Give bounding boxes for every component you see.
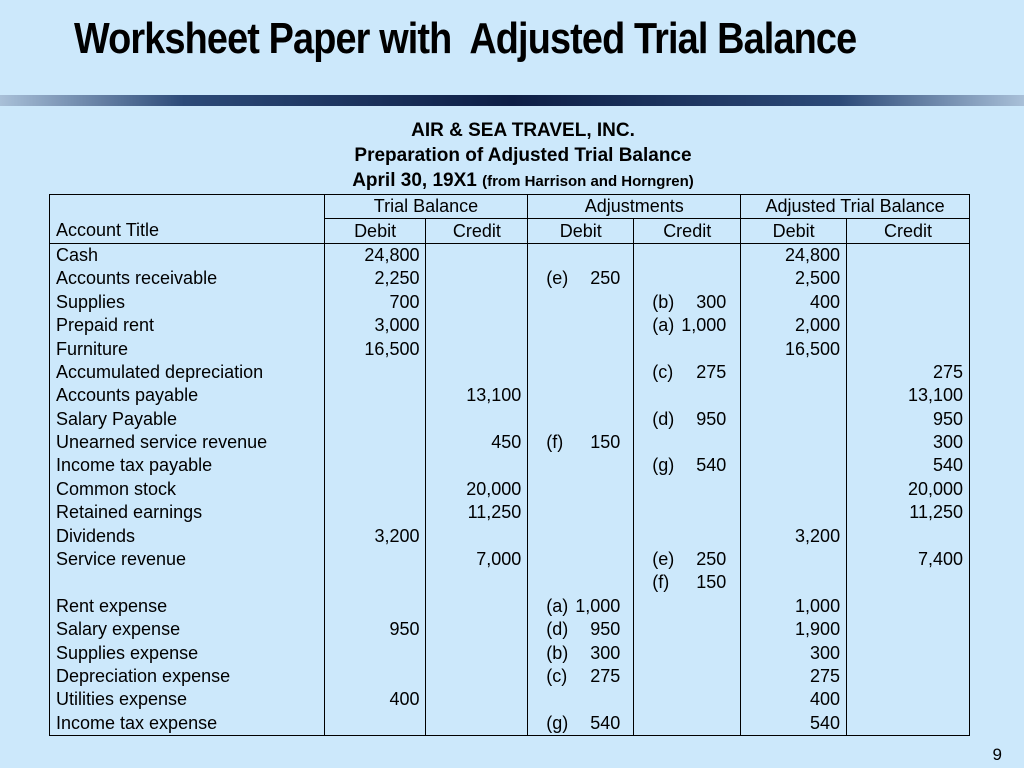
cell-adj-credit bbox=[634, 501, 741, 524]
cell-adj-debit bbox=[528, 524, 634, 547]
table-row bbox=[50, 267, 970, 290]
cell-account-title: Prepaid rent bbox=[50, 314, 325, 337]
adjustment-amount: 275 bbox=[696, 361, 727, 382]
cell-atb-debit: 275 bbox=[741, 665, 847, 688]
report-date-line bbox=[0, 170, 1024, 192]
adjustment-ref: (f) bbox=[546, 432, 564, 453]
adjustment-ref: (c) bbox=[546, 666, 568, 686]
adjustment-ref: (g) bbox=[652, 455, 675, 476]
cell-adj-debit bbox=[528, 337, 634, 360]
cell-atb-debit bbox=[741, 571, 847, 594]
adjustment-amount: 950 bbox=[590, 619, 621, 640]
cell-tb-credit bbox=[426, 314, 528, 337]
cell-atb-debit: 1,900 bbox=[741, 618, 847, 641]
cell-atb-debit bbox=[741, 384, 847, 407]
cell-tb-debit bbox=[324, 641, 426, 664]
table-row bbox=[50, 408, 970, 431]
cell-adj-credit bbox=[634, 548, 741, 571]
cell-adj-debit bbox=[528, 595, 634, 618]
cell-tb-credit bbox=[426, 641, 528, 664]
cell-atb-credit bbox=[847, 337, 970, 360]
cell-account-title: Common stock bbox=[50, 478, 325, 501]
cell-atb-credit: 300 bbox=[847, 431, 970, 454]
adjustment-ref: (g) bbox=[546, 712, 569, 733]
cell-tb-debit bbox=[324, 478, 426, 501]
cell-adj-debit bbox=[528, 291, 634, 314]
table-row bbox=[50, 524, 970, 547]
cell-tb-credit bbox=[426, 267, 528, 290]
cell-adj-debit bbox=[528, 454, 634, 477]
cell-atb-debit bbox=[741, 431, 847, 454]
cell-adj-debit bbox=[528, 641, 634, 664]
cell-adj-credit bbox=[634, 361, 741, 384]
table-row bbox=[50, 665, 970, 688]
cell-account-title: Unearned service revenue bbox=[50, 431, 325, 454]
column-header-row bbox=[50, 219, 970, 243]
table-row bbox=[50, 361, 970, 384]
cell-tb-debit bbox=[324, 712, 426, 736]
group-header-trial-balance: Trial Balance bbox=[324, 195, 528, 219]
table-row bbox=[50, 641, 970, 664]
column-header-account-title: Account Title bbox=[50, 219, 325, 243]
cell-atb-credit: 13,100 bbox=[847, 384, 970, 407]
cell-atb-credit bbox=[847, 595, 970, 618]
table-row bbox=[50, 548, 970, 571]
cell-atb-credit: 7,400 bbox=[847, 548, 970, 571]
company-name: AIR & SEA TRAVEL, INC. bbox=[411, 120, 635, 141]
table-row bbox=[50, 478, 970, 501]
adjustment-ref: (c) bbox=[652, 361, 674, 382]
column-header-adj-credit: Credit bbox=[634, 219, 741, 243]
cell-atb-debit: 540 bbox=[741, 712, 847, 736]
cell-adj-debit bbox=[528, 408, 634, 431]
adjustment-amount: 1,000 bbox=[681, 315, 727, 336]
table-row bbox=[50, 595, 970, 618]
adjustment-ref: (d) bbox=[652, 408, 675, 429]
cell-tb-credit bbox=[426, 688, 528, 711]
adjustment-amount: 250 bbox=[590, 268, 621, 289]
column-header-adj-debit: Debit bbox=[528, 219, 634, 243]
cell-adj-debit bbox=[528, 571, 634, 594]
cell-adj-credit bbox=[634, 454, 741, 477]
table-row bbox=[50, 454, 970, 477]
table-row bbox=[50, 618, 970, 641]
adjustment-amount: 950 bbox=[696, 408, 727, 429]
cell-atb-credit: 950 bbox=[847, 408, 970, 431]
cell-atb-debit: 3,200 bbox=[741, 524, 847, 547]
cell-atb-credit bbox=[847, 688, 970, 711]
column-header-atb-credit: Credit bbox=[847, 219, 970, 243]
cell-account-title: Supplies bbox=[50, 291, 325, 314]
cell-atb-credit bbox=[847, 243, 970, 267]
cell-adj-credit bbox=[634, 524, 741, 547]
cell-adj-credit bbox=[634, 618, 741, 641]
cell-account-title: Accounts payable bbox=[50, 384, 325, 407]
cell-adj-debit bbox=[528, 384, 634, 407]
cell-adj-credit bbox=[634, 665, 741, 688]
slide-title: Worksheet Paper with Adjusted Trial Balance bbox=[74, 14, 857, 63]
cell-atb-debit: 2,000 bbox=[741, 314, 847, 337]
table-row bbox=[50, 571, 970, 594]
adjustment-ref: (f) bbox=[652, 572, 670, 593]
cell-adj-credit bbox=[634, 267, 741, 290]
table-row bbox=[50, 688, 970, 711]
cell-atb-credit bbox=[847, 665, 970, 688]
report-date: April 30, 19X1 bbox=[352, 170, 477, 191]
table-body bbox=[50, 243, 970, 735]
cell-adj-credit bbox=[634, 478, 741, 501]
cell-account-title: Income tax payable bbox=[50, 454, 325, 477]
cell-tb-debit: 3,200 bbox=[324, 524, 426, 547]
cell-account-title: Service revenue bbox=[50, 548, 325, 571]
cell-tb-credit bbox=[426, 712, 528, 736]
adjustment-amount: 540 bbox=[696, 455, 727, 476]
cell-adj-credit bbox=[634, 243, 741, 267]
cell-atb-debit bbox=[741, 501, 847, 524]
cell-adj-credit bbox=[634, 337, 741, 360]
report-source: (from Harrison and Horngren) bbox=[482, 173, 694, 190]
adjustment-amount: 540 bbox=[590, 712, 621, 733]
cell-atb-credit: 11,250 bbox=[847, 501, 970, 524]
cell-atb-credit bbox=[847, 267, 970, 290]
cell-tb-debit bbox=[324, 595, 426, 618]
adjustment-ref: (a) bbox=[546, 595, 569, 616]
cell-atb-debit bbox=[741, 478, 847, 501]
cell-tb-credit bbox=[426, 243, 528, 267]
column-header-tb-credit: Credit bbox=[426, 219, 528, 243]
cell-tb-credit bbox=[426, 291, 528, 314]
cell-adj-credit bbox=[634, 408, 741, 431]
cell-atb-debit: 400 bbox=[741, 291, 847, 314]
cell-tb-credit bbox=[426, 524, 528, 547]
cell-tb-debit bbox=[324, 431, 426, 454]
cell-atb-credit bbox=[847, 618, 970, 641]
cell-adj-credit bbox=[634, 291, 741, 314]
cell-tb-debit bbox=[324, 571, 426, 594]
cell-adj-debit bbox=[528, 431, 634, 454]
table-row bbox=[50, 384, 970, 407]
cell-account-title: Accounts receivable bbox=[50, 267, 325, 290]
table-row bbox=[50, 291, 970, 314]
group-header-adjusted-trial-balance: Adjusted Trial Balance bbox=[741, 195, 970, 219]
cell-adj-credit bbox=[634, 712, 741, 736]
adjustment-ref: (e) bbox=[546, 268, 569, 289]
cell-atb-debit bbox=[741, 408, 847, 431]
cell-atb-debit: 16,500 bbox=[741, 337, 847, 360]
cell-atb-debit: 24,800 bbox=[741, 243, 847, 267]
cell-atb-credit bbox=[847, 524, 970, 547]
cell-account-title: Accumulated depreciation bbox=[50, 361, 325, 384]
cell-tb-debit: 2,250 bbox=[324, 267, 426, 290]
cell-atb-debit bbox=[741, 454, 847, 477]
cell-adj-debit bbox=[528, 478, 634, 501]
adjustment-amount: 150 bbox=[590, 432, 621, 453]
worksheet-table bbox=[49, 194, 970, 736]
cell-atb-credit bbox=[847, 291, 970, 314]
cell-account-title: Retained earnings bbox=[50, 501, 325, 524]
cell-tb-credit bbox=[426, 665, 528, 688]
group-header-row bbox=[50, 195, 970, 219]
cell-tb-debit bbox=[324, 361, 426, 384]
cell-adj-credit bbox=[634, 384, 741, 407]
cell-tb-debit: 400 bbox=[324, 688, 426, 711]
column-header-tb-debit: Debit bbox=[324, 219, 426, 243]
cell-adj-debit bbox=[528, 243, 634, 267]
table-row bbox=[50, 712, 970, 736]
adjustment-ref: (d) bbox=[546, 619, 569, 640]
cell-atb-debit: 300 bbox=[741, 641, 847, 664]
cell-tb-credit bbox=[426, 361, 528, 384]
report-subtitle: Preparation of Adjusted Trial Balance bbox=[354, 145, 692, 166]
cell-atb-debit: 400 bbox=[741, 688, 847, 711]
table-row bbox=[50, 314, 970, 337]
cell-tb-credit bbox=[426, 595, 528, 618]
adjustment-amount: 250 bbox=[696, 549, 727, 570]
cell-atb-credit: 275 bbox=[847, 361, 970, 384]
cell-tb-credit: 13,100 bbox=[426, 384, 528, 407]
cell-adj-debit bbox=[528, 267, 634, 290]
cell-tb-credit bbox=[426, 337, 528, 360]
cell-tb-debit bbox=[324, 548, 426, 571]
cell-account-title bbox=[50, 571, 325, 594]
cell-tb-credit: 11,250 bbox=[426, 501, 528, 524]
cell-tb-debit bbox=[324, 454, 426, 477]
cell-adj-debit bbox=[528, 548, 634, 571]
cell-atb-credit bbox=[847, 641, 970, 664]
title-divider bbox=[0, 95, 1024, 106]
cell-tb-credit: 7,000 bbox=[426, 548, 528, 571]
cell-tb-debit: 24,800 bbox=[324, 243, 426, 267]
cell-tb-credit bbox=[426, 454, 528, 477]
cell-adj-debit bbox=[528, 361, 634, 384]
cell-atb-credit bbox=[847, 571, 970, 594]
cell-tb-debit bbox=[324, 384, 426, 407]
cell-adj-credit bbox=[634, 595, 741, 618]
cell-account-title: Depreciation expense bbox=[50, 665, 325, 688]
cell-tb-debit: 16,500 bbox=[324, 337, 426, 360]
cell-atb-debit: 1,000 bbox=[741, 595, 847, 618]
column-header-atb-debit: Debit bbox=[741, 219, 847, 243]
cell-account-title: Dividends bbox=[50, 524, 325, 547]
cell-tb-credit: 20,000 bbox=[426, 478, 528, 501]
cell-adj-credit bbox=[634, 314, 741, 337]
table-row bbox=[50, 501, 970, 524]
cell-account-title: Rent expense bbox=[50, 595, 325, 618]
adjustment-ref: (b) bbox=[652, 291, 675, 312]
cell-tb-debit bbox=[324, 501, 426, 524]
cell-atb-credit: 540 bbox=[847, 454, 970, 477]
cell-adj-debit bbox=[528, 688, 634, 711]
cell-tb-debit: 700 bbox=[324, 291, 426, 314]
cell-adj-debit bbox=[528, 712, 634, 736]
cell-adj-credit bbox=[634, 431, 741, 454]
cell-atb-credit bbox=[847, 712, 970, 736]
cell-tb-debit: 3,000 bbox=[324, 314, 426, 337]
cell-atb-credit bbox=[847, 314, 970, 337]
table-row bbox=[50, 337, 970, 360]
table-row bbox=[50, 431, 970, 454]
cell-tb-debit: 950 bbox=[324, 618, 426, 641]
adjustment-amount: 275 bbox=[590, 666, 621, 686]
cell-atb-debit bbox=[741, 361, 847, 384]
cell-account-title: Utilities expense bbox=[50, 688, 325, 711]
cell-account-title: Cash bbox=[50, 243, 325, 267]
cell-atb-debit bbox=[741, 548, 847, 571]
cell-tb-credit: 450 bbox=[426, 431, 528, 454]
group-header-adjustments: Adjustments bbox=[528, 195, 741, 219]
cell-account-title: Supplies expense bbox=[50, 641, 325, 664]
adjustment-ref: (e) bbox=[652, 549, 675, 570]
cell-tb-debit bbox=[324, 408, 426, 431]
adjustment-ref: (b) bbox=[546, 642, 569, 663]
cell-tb-credit bbox=[426, 408, 528, 431]
cell-atb-debit: 2,500 bbox=[741, 267, 847, 290]
page-number: 9 bbox=[992, 745, 1002, 764]
cell-tb-credit bbox=[426, 618, 528, 641]
cell-account-title: Income tax expense bbox=[50, 712, 325, 736]
cell-adj-credit bbox=[634, 641, 741, 664]
cell-adj-debit bbox=[528, 618, 634, 641]
cell-account-title: Salary Payable bbox=[50, 408, 325, 431]
cell-tb-credit bbox=[426, 571, 528, 594]
cell-account-title: Salary expense bbox=[50, 618, 325, 641]
cell-adj-credit bbox=[634, 571, 741, 594]
cell-adj-debit bbox=[528, 314, 634, 337]
adjustment-amount: 300 bbox=[590, 642, 621, 663]
cell-adj-debit bbox=[528, 501, 634, 524]
adjustment-amount: 150 bbox=[696, 572, 727, 593]
cell-adj-credit bbox=[634, 688, 741, 711]
cell-adj-debit bbox=[528, 665, 634, 688]
cell-tb-debit bbox=[324, 665, 426, 688]
cell-atb-credit: 20,000 bbox=[847, 478, 970, 501]
adjustment-ref: (a) bbox=[652, 315, 675, 336]
table-row bbox=[50, 243, 970, 267]
adjustment-amount: 1,000 bbox=[575, 595, 621, 616]
cell-account-title: Furniture bbox=[50, 337, 325, 360]
adjustment-amount: 300 bbox=[696, 291, 727, 312]
